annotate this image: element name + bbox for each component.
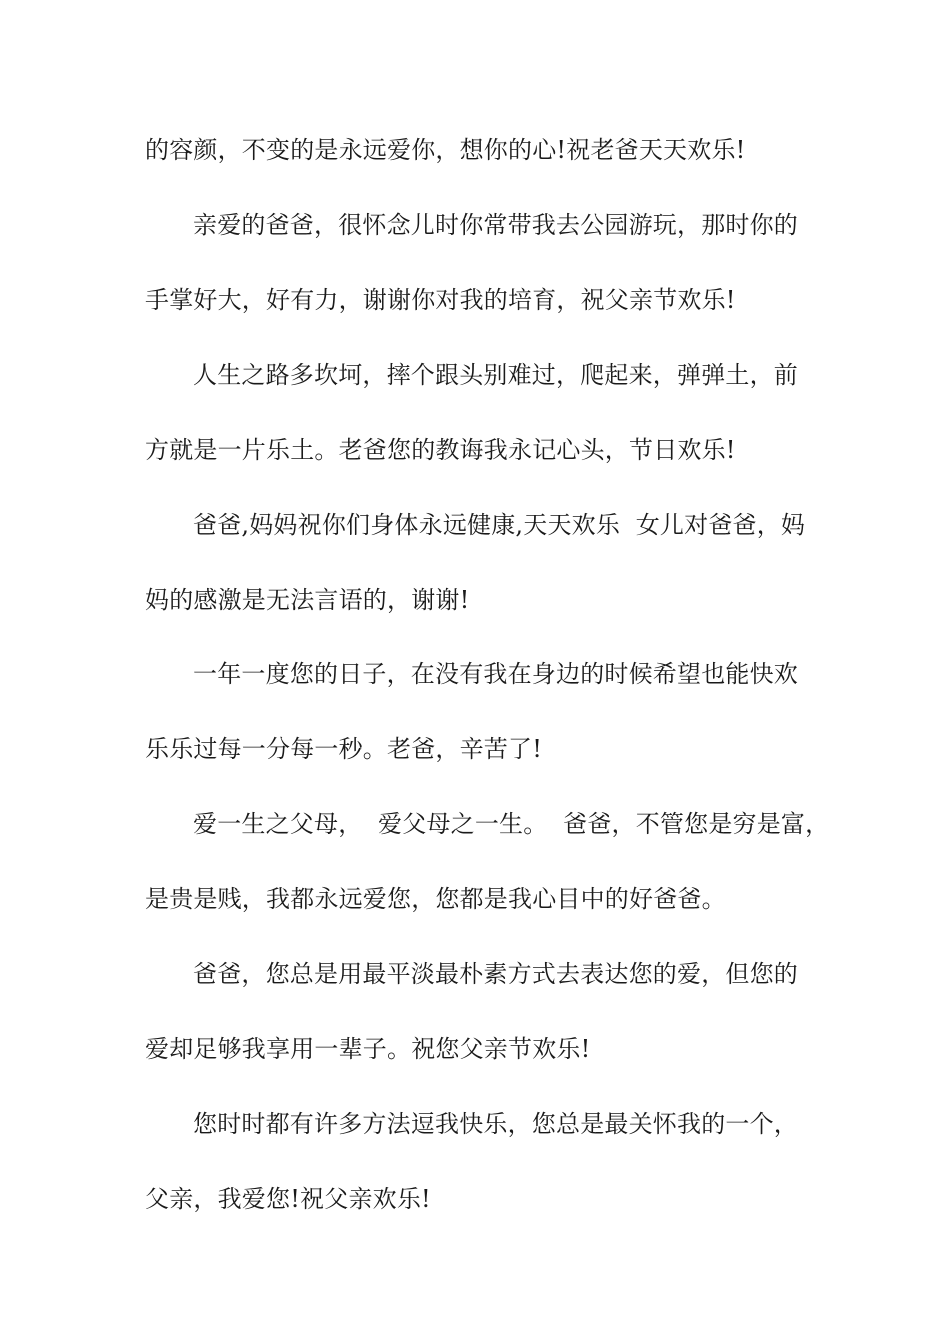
text-line-3: 手掌好大，好有力，谢谢你对我的培育，祝父亲节欢乐!: [145, 286, 736, 314]
text-line-15: 父亲，我爱您!祝父亲欢乐!: [145, 1185, 431, 1213]
text-line-8: 一年一度您的日子，在没有我在身边的时候希望也能快欢: [193, 660, 798, 688]
text-line-1: 的容颜，不变的是永远爱你，想你的心!祝老爸天天欢乐!: [145, 136, 746, 164]
text-line-13: 爱却足够我享用一辈子。祝您父亲节欢乐!: [145, 1035, 591, 1063]
text-line-11: 是贵是贱，我都永远爱您，您都是我心目中的好爸爸。: [145, 885, 726, 913]
text-line-14: 您时时都有许多方法逗我快乐，您总是最关怀我的一个，: [193, 1110, 798, 1138]
text-line-12: 爸爸，您总是用最平淡最朴素方式去表达您的爱，但您的: [193, 960, 798, 988]
text-line-9: 乐乐过每一分每一秒。老爸，辛苦了!: [145, 735, 543, 763]
text-line-7: 妈的感激是无法言语的，谢谢!: [145, 586, 470, 614]
text-line-6: 爸爸,妈妈祝你们身体永远健康,天天欢乐 女儿对爸爸，妈: [193, 511, 806, 539]
text-line-2: 亲爱的爸爸，很怀念儿时你常带我去公园游玩，那时你的: [193, 211, 798, 239]
text-line-4: 人生之路多坎坷，摔个跟头别难过，爬起来，弹弹土，前: [193, 361, 798, 389]
text-line-10: 爱一生之父母， 爱父母之一生。 爸爸，不管您是穷是富，: [193, 810, 830, 838]
text-line-5: 方就是一片乐土。老爸您的教诲我永记心头，节日欢乐!: [145, 436, 736, 464]
